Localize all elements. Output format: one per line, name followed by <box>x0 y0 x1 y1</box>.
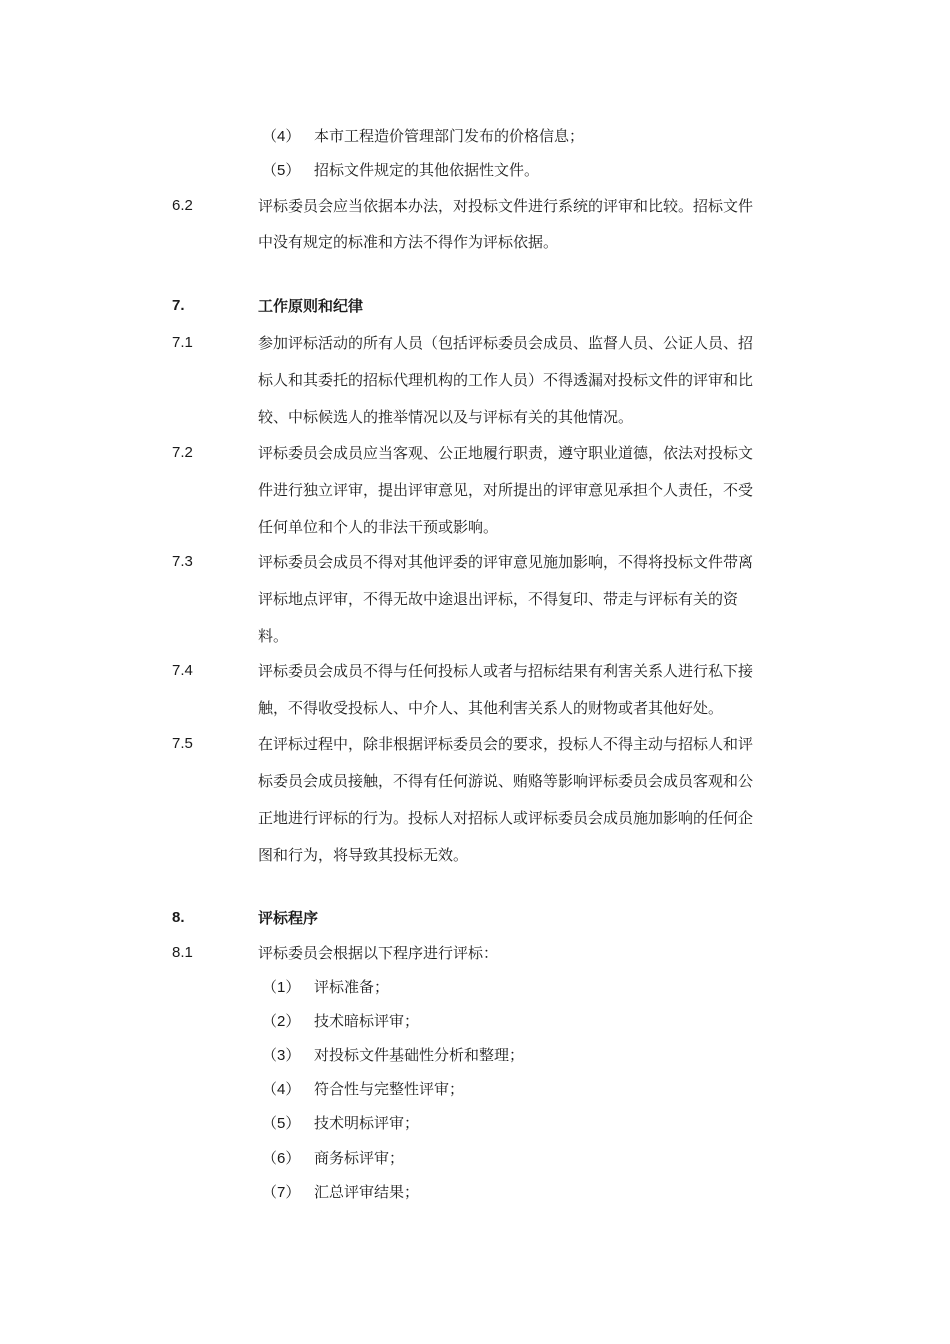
list-marker: （3） <box>262 1047 301 1064</box>
clause-number: 8.1 <box>172 944 193 961</box>
list-marker: （4） <box>262 1081 301 1098</box>
text-line: 评标委员会成员应当客观、公正地履行职责，遵守职业道德，依法对投标文 <box>258 444 754 462</box>
list-text: 符合性与完整性评审； <box>314 1080 465 1098</box>
text-line: 料。 <box>258 627 289 645</box>
clause-number: 7.4 <box>172 662 193 679</box>
clause-number: 7.3 <box>172 553 193 570</box>
list-text: 技术明标评审； <box>314 1114 420 1132</box>
text-line: 评标委员会成员不得与任何投标人或者与招标结果有利害关系人进行私下接 <box>258 662 754 680</box>
list-item <box>262 1079 464 1100</box>
text-line: 图和行为，将导致其投标无效。 <box>258 846 469 864</box>
list-marker: （5） <box>262 162 301 179</box>
list-item <box>262 977 389 998</box>
list-marker: （2） <box>262 1013 301 1030</box>
list-item <box>262 160 539 181</box>
text-line: 件进行独立评审，提出评审意见，对所提出的评审意见承担个人责任，不受 <box>258 481 754 499</box>
text-line: 评标委员会成员不得对其他评委的评审意见施加影响，不得将投标文件带离 <box>258 553 754 571</box>
text-line: 正地进行评标的行为。投标人对招标人或评标委员会成员施加影响的任何企 <box>258 809 754 827</box>
list-text: 对投标文件基础性分析和整理； <box>314 1046 525 1064</box>
list-item <box>262 1182 419 1203</box>
text-line: 评标委员会应当依据本办法，对投标文件进行系统的评审和比较。招标文件 <box>258 197 754 215</box>
text-line: 标委员会成员接触，不得有任何游说、贿赂等影响评标委员会成员客观和公 <box>258 772 754 790</box>
list-marker: （7） <box>262 1184 301 1201</box>
text-line: 在评标过程中，除非根据评标委员会的要求，投标人不得主动与招标人和评 <box>258 735 754 753</box>
section-number: 8. <box>172 909 185 926</box>
section-title: 评标程序 <box>258 909 319 927</box>
list-item <box>262 1045 524 1066</box>
list-marker: （6） <box>262 1150 301 1167</box>
text-line: 较、中标候选人的推举情况以及与评标有关的其他情况。 <box>258 408 634 426</box>
text-line: 评标地点评审，不得无故中途退出评标，不得复印、带走与评标有关的资 <box>258 590 739 608</box>
text-line: 参加评标活动的所有人员（包括评标委员会成员、监督人员、公证人员、招 <box>258 334 754 352</box>
list-text: 商务标评审； <box>314 1149 405 1167</box>
text-line: 中没有规定的标准和方法不得作为评标依据。 <box>258 233 559 251</box>
text-line: 评标委员会根据以下程序进行评标： <box>258 944 499 962</box>
text-line: 标人和其委托的招标代理机构的工作人员）不得透漏对投标文件的评审和比 <box>258 371 754 389</box>
list-item <box>262 126 584 147</box>
text-line: 任何单位和个人的非法干预或影响。 <box>258 518 499 536</box>
list-text: 技术暗标评审； <box>314 1012 420 1030</box>
clause-number: 7.2 <box>172 444 193 461</box>
list-text: 评标准备； <box>314 978 390 996</box>
list-item <box>262 1011 419 1032</box>
clause-number: 6.2 <box>172 197 193 214</box>
list-marker: （1） <box>262 979 301 996</box>
list-marker: （4） <box>262 128 301 145</box>
list-text: 招标文件规定的其他依据性文件。 <box>314 161 540 179</box>
list-text: 汇总评审结果； <box>314 1183 420 1201</box>
section-title: 工作原则和纪律 <box>258 297 364 315</box>
list-marker: （5） <box>262 1115 301 1132</box>
section-number: 7. <box>172 297 185 314</box>
list-item <box>262 1148 404 1169</box>
clause-number: 7.1 <box>172 334 193 351</box>
clause-number: 7.5 <box>172 735 193 752</box>
list-text: 本市工程造价管理部门发布的价格信息； <box>314 127 585 145</box>
list-item <box>262 1113 419 1134</box>
text-line: 触，不得收受投标人、中介人、其他利害关系人的财物或者其他好处。 <box>258 699 724 717</box>
